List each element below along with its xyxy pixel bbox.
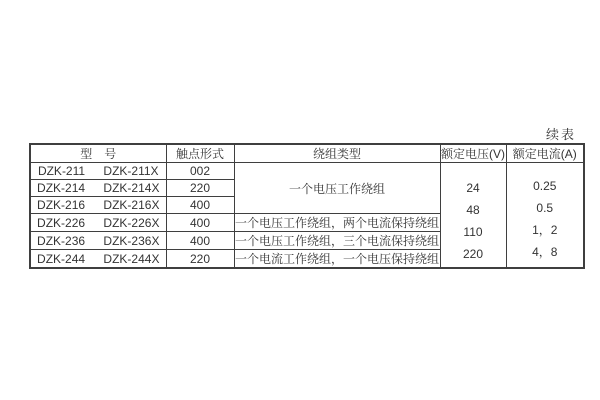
col-header-rated-voltage: 额定电压(V) bbox=[440, 144, 506, 163]
model-cell bbox=[30, 163, 166, 180]
model-cell bbox=[30, 180, 166, 197]
relay-spec-table bbox=[29, 143, 585, 269]
model-number-x: DZK-226X bbox=[103, 215, 160, 230]
col-header-rated-current: 额定电流(A) bbox=[506, 144, 584, 163]
winding-type-cell: 一个电压工作绕组，三个电流保持绕组 bbox=[234, 232, 440, 250]
model-cell bbox=[30, 250, 166, 269]
model-number-x: DZK-216X bbox=[103, 198, 160, 212]
model-number-x: DZK-214X bbox=[103, 181, 160, 195]
winding-type-cell: 一个电流工作绕组，一个电压保持绕组 bbox=[234, 250, 440, 269]
model-number: DZK-236 bbox=[37, 233, 86, 248]
voltage-value: 110 bbox=[463, 225, 483, 239]
contact-form-cell: 220 bbox=[166, 250, 234, 269]
model-number: DZK-226 bbox=[37, 215, 86, 230]
model-number: DZK-211 bbox=[37, 164, 86, 178]
col-header-winding-type: 绕组类型 bbox=[234, 144, 440, 163]
contact-form-cell: 002 bbox=[166, 163, 234, 180]
current-value: 4，8 bbox=[532, 245, 558, 259]
rated-voltage-cell bbox=[440, 163, 506, 269]
model-cell bbox=[30, 232, 166, 250]
continued-table-label: 续表 bbox=[545, 127, 576, 142]
voltage-value: 48 bbox=[466, 203, 480, 217]
model-cell bbox=[30, 214, 166, 232]
current-value: 1，2 bbox=[532, 223, 558, 237]
model-number: DZK-244 bbox=[37, 251, 86, 266]
model-number-x: DZK-244X bbox=[103, 251, 160, 266]
header-row bbox=[30, 144, 584, 163]
model-number-x: DZK-211X bbox=[103, 164, 159, 178]
col-header-contact-form: 触点形式 bbox=[166, 144, 234, 163]
model-number: DZK-216 bbox=[37, 198, 86, 212]
model-number-x: DZK-236X bbox=[103, 233, 160, 248]
table-row bbox=[30, 163, 584, 180]
contact-form-cell: 400 bbox=[166, 197, 234, 214]
contact-form-cell: 400 bbox=[166, 232, 234, 250]
contact-form-cell: 220 bbox=[166, 180, 234, 197]
voltage-value: 220 bbox=[462, 247, 484, 261]
contact-form-cell: 400 bbox=[166, 214, 234, 232]
current-value: 0.25 bbox=[533, 179, 557, 193]
col-header-model: 型 号 bbox=[30, 144, 166, 163]
current-value: 0.5 bbox=[536, 201, 554, 215]
winding-type-cell: 一个电压工作绕组，两个电流保持绕组 bbox=[234, 214, 440, 232]
rated-current-values bbox=[507, 167, 584, 263]
voltage-value: 24 bbox=[466, 181, 480, 195]
winding-type-merged-cell: 一个电压工作绕组 bbox=[234, 163, 440, 214]
model-cell bbox=[30, 197, 166, 214]
model-number: DZK-214 bbox=[37, 181, 86, 195]
rated-voltage-values bbox=[441, 165, 506, 265]
rated-current-cell bbox=[506, 163, 584, 269]
